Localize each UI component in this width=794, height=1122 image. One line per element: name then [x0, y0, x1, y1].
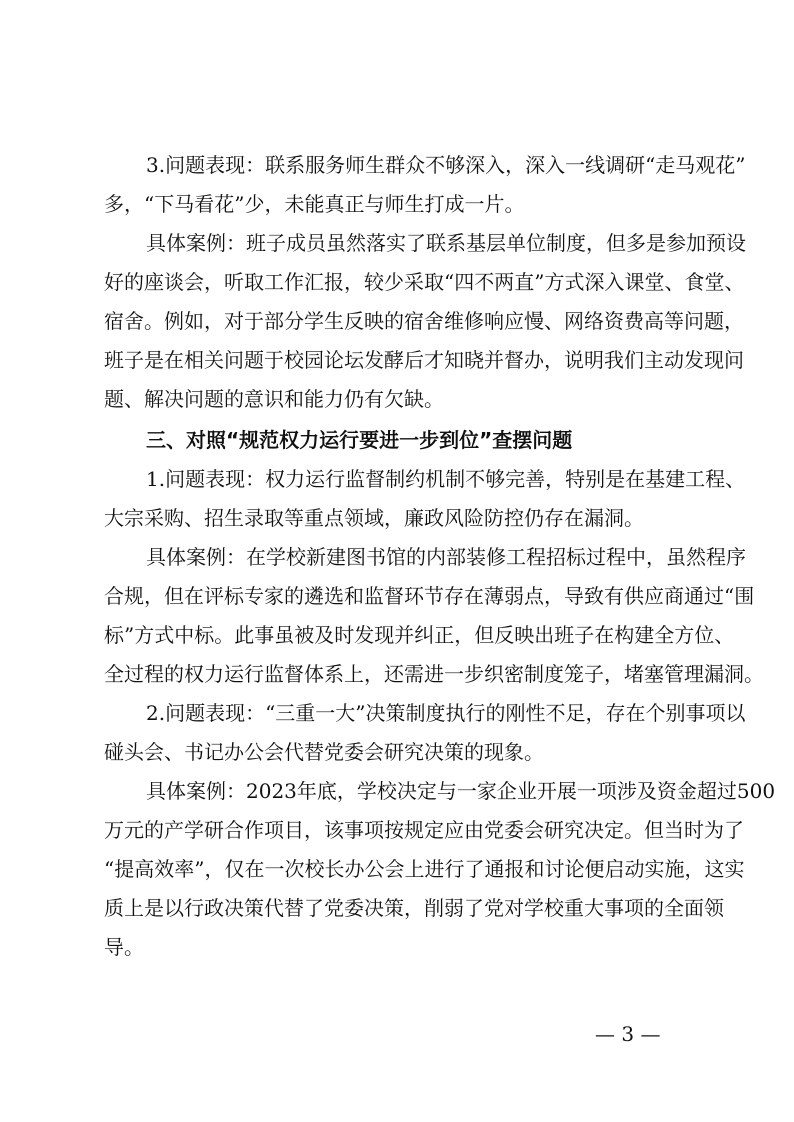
case-text: 合规，但在评标专家的遴选和监督环节存在薄弱点，导致有供应商通过“围	[104, 584, 755, 608]
paragraph-line	[0, 695, 794, 731]
case-text: 导。	[104, 935, 144, 959]
paragraph-line	[0, 539, 794, 575]
page-number: — 3 —	[595, 1022, 661, 1046]
paragraph-line	[0, 342, 794, 378]
paragraph-line	[0, 773, 794, 809]
case-text: 标”方式中标。此事虽被及时发现并纠正，但反映出班子在构建全方位、	[104, 623, 735, 647]
paragraph-line	[0, 578, 794, 614]
problem-text: 3.问题表现：联系服务师生群众不够深入，深入一线调研“走马观花”	[146, 153, 746, 177]
case-text: 具体案例：在学校新建图书馆的内部装修工程招标过程中，虽然程序	[146, 545, 746, 569]
case-text: 万元的产学研合作项目，该事项按规定应由党委会研究决定。但当时为了	[104, 818, 744, 842]
paragraph-line	[0, 812, 794, 848]
section-heading-text: 三、对照“规范权力运行要进一步到位”查摆问题	[146, 428, 573, 452]
paragraph-line	[0, 890, 794, 926]
case-text: 宿舍。例如，对于部分学生反映的宿舍维修响应慢、网络资费高等问题，	[104, 309, 744, 333]
case-text: 班子是在相关问题于校园论坛发酵后才知晓并督办，说明我们主动发现问	[104, 348, 744, 372]
paragraph-line	[0, 617, 794, 653]
problem-text: 碰头会、书记办公会代替党委会研究决策的现象。	[104, 740, 544, 764]
case-text: 质上是以行政决策代替了党委决策，削弱了党对学校重大事项的全面领	[104, 896, 724, 920]
paragraph-line	[0, 381, 794, 417]
paragraph-line	[0, 147, 794, 183]
case-text: 具体案例：班子成员虽然落实了联系基层单位制度，但多是参加预设	[146, 231, 746, 255]
paragraph-line	[0, 303, 794, 339]
problem-text: 2.问题表现：“三重一大”决策制度执行的刚性不足，存在个别事项以	[146, 701, 746, 725]
case-text: “提高效率”，仅在一次校长办公会上进行了通报和讨论便启动实施，这实	[104, 857, 745, 881]
problem-text: 1.问题表现：权力运行监督制约机制不够完善，特别是在基建工程、	[146, 467, 746, 491]
problem-text: 多，“下马看花”少，未能真正与师生打成一片。	[104, 192, 525, 216]
paragraph-line	[0, 734, 794, 770]
paragraph-line	[0, 500, 794, 536]
case-text: 全过程的权力运行监督体系上，还需进一步织密制度笼子，堵塞管理漏洞。	[104, 662, 764, 686]
paragraph-line	[0, 461, 794, 497]
paragraph-line	[0, 656, 794, 692]
section-heading	[0, 422, 794, 458]
case-text: 题、解决问题的意识和能力仍有欠缺。	[104, 387, 444, 411]
paragraph-line	[0, 186, 794, 222]
paragraph-line	[0, 929, 794, 965]
paragraph-line	[0, 264, 794, 300]
problem-text: 大宗采购、招生录取等重点领域，廉政风险防控仍存在漏洞。	[104, 506, 644, 530]
case-text: 具体案例：2023年底，学校决定与一家企业开展一项涉及资金超过500	[146, 779, 776, 803]
case-text: 好的座谈会，听取工作汇报，较少采取“四不两直”方式深入课堂、食堂、	[104, 270, 745, 294]
paragraph-line	[0, 851, 794, 887]
paragraph-line	[0, 225, 794, 261]
